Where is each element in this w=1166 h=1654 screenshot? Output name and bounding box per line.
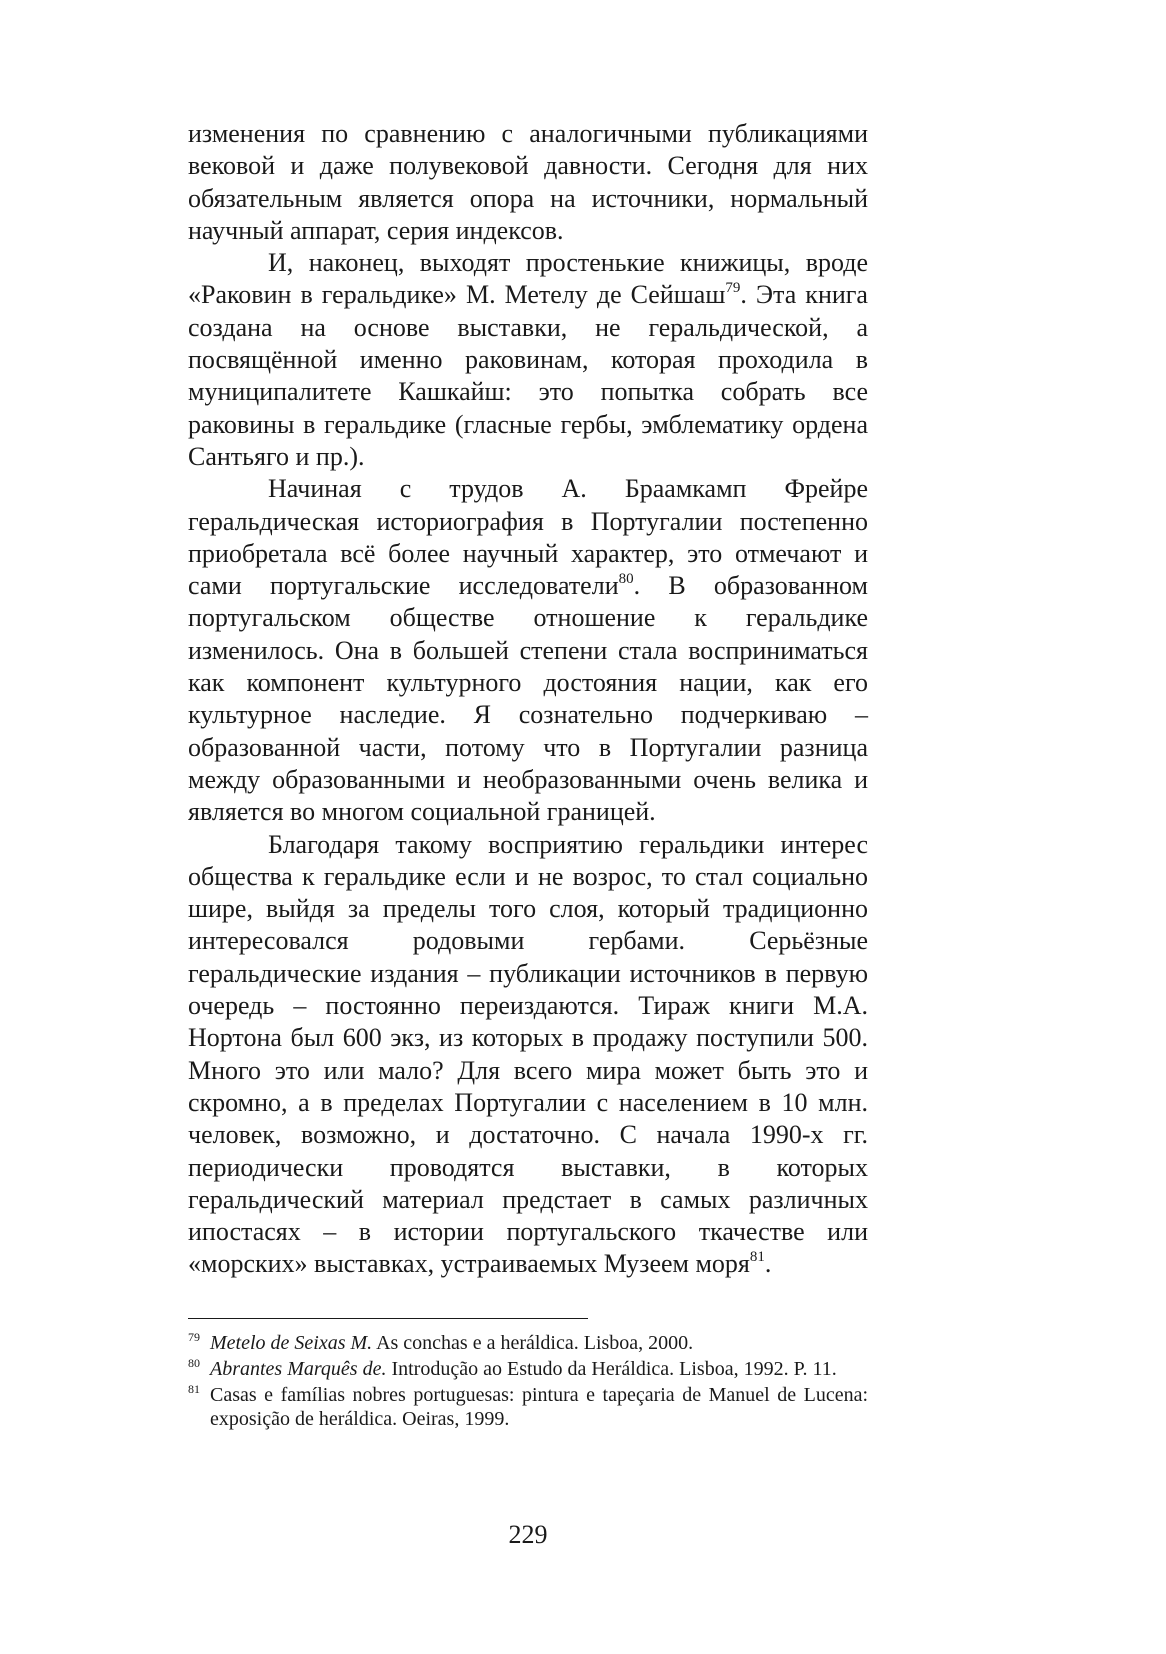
footnote-text: Introdução ao Estudo da Heráldica. Lisboa, 1992. P. 11.: [386, 1358, 837, 1380]
paragraph-2-text-2: . Эта книга создана на основе выставки, не геральдической, а посвящённой именно раковинам, которая проходила в муниципалитете Кашкайш: это попытка собрать все раковины в геральдике (гласные гербы, эмблематику ордена Сантьяго и пр.).: [188, 280, 868, 471]
paragraph-2-text-1: И, наконец, выходят простенькие книжицы, вроде «Раковин в геральдике» М. Метелу де Сейшаш: [188, 248, 868, 310]
footnote-80: 80 Abrantes Marquês de. Introdução ao Estudo da Heráldica. Lisboa, 1992. P. 11.: [188, 1356, 837, 1380]
footnote-text: As conchas e a heráldica. Lisboa, 2000.: [372, 1332, 694, 1354]
footnote-ref-81[interactable]: 81: [749, 1249, 765, 1266]
paragraph-3: [188, 473, 868, 828]
footnote-author: Abrantes Marquês de.: [210, 1358, 387, 1380]
paragraph-3-text-1: Начиная с трудов А. Браамкамп Фрейре геральдическая историография в Португалии постепенно приобретала всё более научный характер, это отмечают и сами португальские исследователи: [188, 474, 868, 601]
body-text: [188, 118, 868, 1281]
paragraph-2: [188, 247, 868, 473]
footnote-81: 81 Casas e famílias nobres portuguesas: pintura e tapeçaria de Manuel de Lucena: exposição de heráldica. Oeiras, 1999.: [188, 1382, 868, 1430]
footnotes: [188, 1331, 868, 1433]
footnote-text: Casas e famílias nobres portuguesas: pintura e tapeçaria de Manuel de Lucena: exposição de heráldica. Oeiras, 1999.: [210, 1384, 868, 1430]
paragraph-1-text-1: изменения по сравнению с аналогичными публикациями вековой и даже полувековой давности. Сегодня для них обязательным является опора на источники, нормальный научный аппарат, серия индексов.: [188, 119, 868, 245]
paragraph-4-text-1: Благодаря такому восприятию геральдики интерес общества к геральдике если и не возрос, то стал социально шире, выйдя за пределы того слоя, который традиционно интересовался родовыми гербами. Серьёзные геральдические издания – публикации источников в первую очередь – постоянно переиздаются. Тираж книги М.А. Нортона был 600 экз, из которых в продажу поступили 500. Много это или мало? Для всего мира может быть это и скромно, а в пределах Португалии с населением в 10 млн. человек, возможно, и достаточно. С начала 1990-х гг. периодически проводятся выставки, в которых геральдический материал предстает в самых различных ипостасях – в истории португальского ткачестве или «морских» выставках, устраиваемых Музеем моря: [188, 829, 868, 1279]
paragraph-1: [188, 118, 868, 247]
paragraph-3-text-2: . В образованном португальском обществе отношение к геральдике изменилось. Она в большей степени стала восприниматься как компонент культурного достояния нации, как его культурное наследие. Я сознательно подчеркиваю – образованной части, потому что в Португалии разница между образованными и необразованными очень велика и является во многом социальной границей.: [188, 571, 868, 827]
footnote-divider: [188, 1318, 588, 1319]
footnote-ref-80[interactable]: 80: [618, 571, 634, 588]
page-number: 229: [508, 1520, 548, 1549]
footnote-author: Metelo de Seixas M.: [210, 1332, 373, 1354]
footnote-79: 79 Metelo de Seixas M. As conchas e a heráldica. Lisboa, 2000.: [188, 1330, 694, 1354]
paragraph-4: [188, 829, 868, 1281]
paragraph-4-text-2: .: [764, 1249, 772, 1279]
footnote-ref-79[interactable]: 79: [725, 280, 741, 297]
